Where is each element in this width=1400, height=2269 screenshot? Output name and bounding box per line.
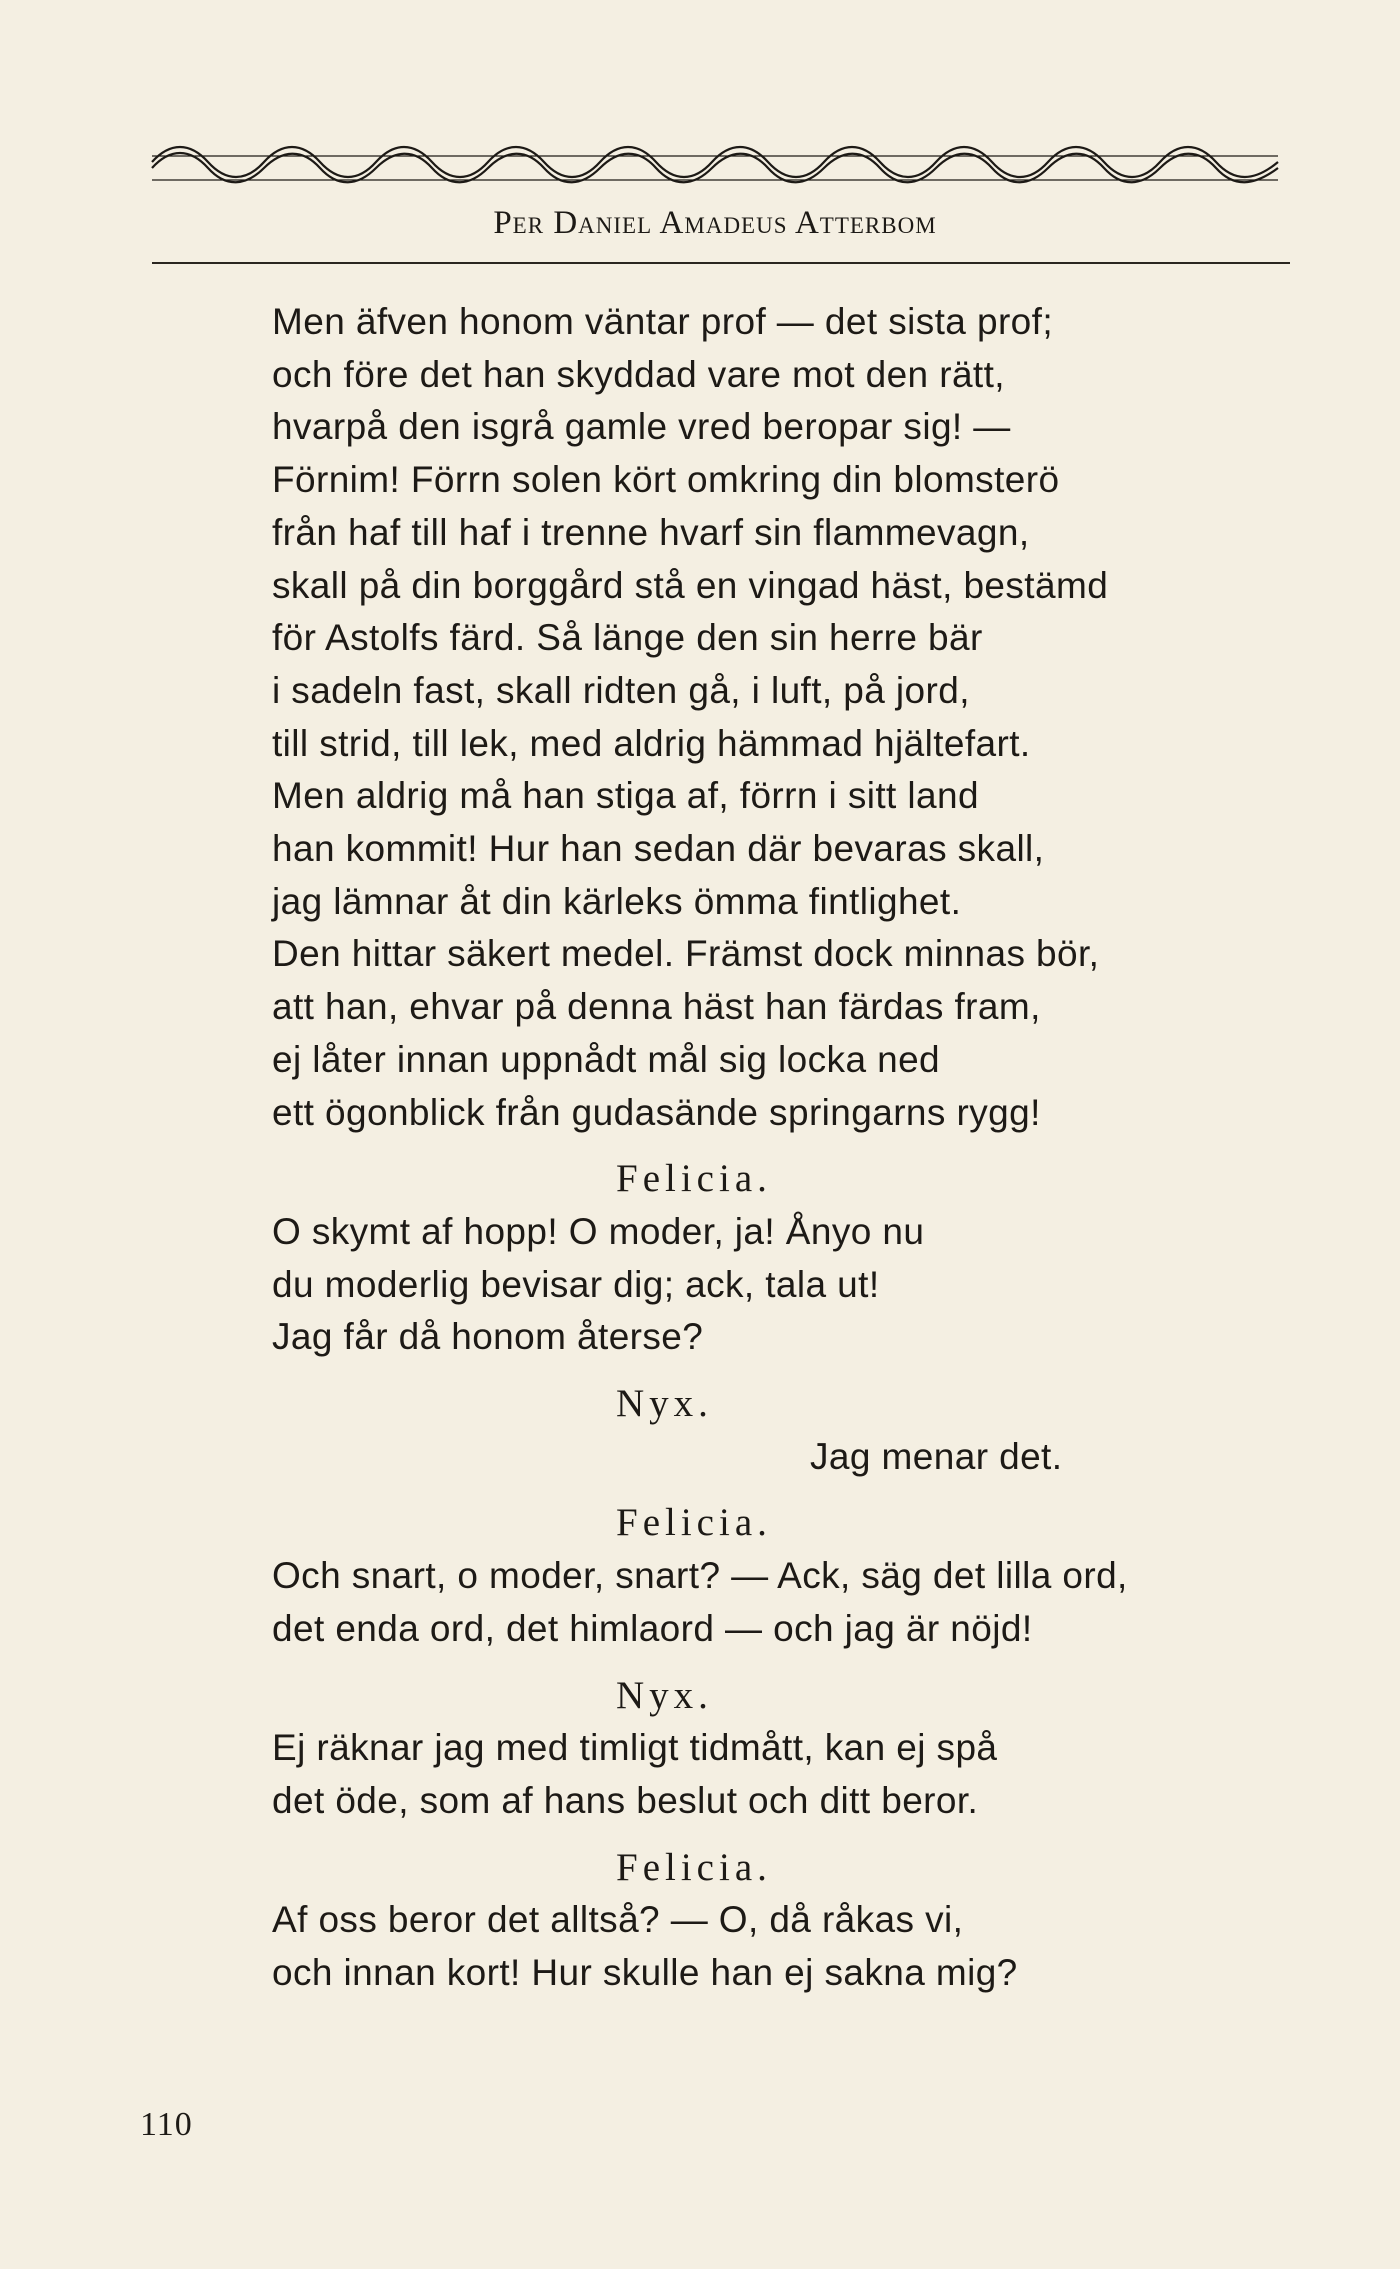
block-gap xyxy=(272,1139,1312,1153)
verse-line: O skymt af hopp! O moder, ja! Ånyo nu xyxy=(272,1210,925,1252)
verse-line: Jag får då honom återse? xyxy=(272,1316,704,1358)
verse-line: det enda ord, det himlaord — och jag är nöjd! xyxy=(272,1607,1033,1649)
wave-scroll-ornament xyxy=(150,138,1280,186)
page-text xyxy=(272,296,1312,2000)
verse-line: Och snart, o moder, snart? — Ack, säg det lilla ord, xyxy=(272,1555,1128,1597)
block-gap xyxy=(272,1656,1312,1670)
verse-line: Förnim! Förrn solen kört omkring din blomsterö xyxy=(272,459,1060,501)
verse-line: skall på din borggård stå en vingad häst, bestämd xyxy=(272,564,1109,606)
verse-line: han kommit! Hur han sedan där bevaras skall, xyxy=(272,828,1045,870)
verse-line: för Astolfs färd. Så länge den sin herre bär xyxy=(272,617,983,659)
verse-line: Men äfven honom väntar prof — det sista prof; xyxy=(272,301,1053,342)
verse-line: och innan kort! Hur skulle han ej sakna mig? xyxy=(272,1952,1018,1994)
speaker-name: Felicia. xyxy=(616,1501,772,1545)
verse-line: hvarpå den isgrå gamle vred beropar sig! — xyxy=(272,406,1011,448)
verse-line: till strid, till lek, med aldrig hämmad hjältefart. xyxy=(272,722,1031,764)
verse-line: Af oss beror det alltså? — O, då råkas vi, xyxy=(272,1899,964,1941)
block-gap xyxy=(272,1828,1312,1842)
verse-line: ej låter innan uppnådt mål sig locka ned xyxy=(272,1038,941,1080)
verse-line: det öde, som af hans beslut och ditt beror. xyxy=(272,1779,979,1821)
verse-line: Jag menar det. xyxy=(810,1435,1063,1477)
verse-line: ett ögonblick från gudasände springarns rygg! xyxy=(272,1091,1041,1133)
verse-line: Men aldrig må han stiga af, förrn i sitt land xyxy=(272,775,979,817)
speaker-name: Felicia. xyxy=(616,1157,772,1201)
verse-line: att han, ehvar på denna häst han färdas fram, xyxy=(272,986,1041,1028)
verse-line: jag lämnar åt din kärleks ömma fintlighet. xyxy=(272,880,962,922)
verse-line: i sadeln fast, skall ridten gå, i luft, på jord, xyxy=(272,669,970,711)
running-head: Per Daniel Amadeus Atterbom xyxy=(493,205,937,241)
block-gap xyxy=(272,1364,1312,1378)
block-gap xyxy=(272,1483,1312,1497)
page-number: 110 xyxy=(140,2106,193,2143)
speaker-name: Nyx. xyxy=(616,1382,713,1426)
verse-line: och före det han skyddad vare mot den rätt, xyxy=(272,353,1005,395)
verse-line: Ej räknar jag med timligt tidmått, kan ej spå xyxy=(272,1727,998,1769)
header-rule xyxy=(152,262,1290,264)
verse-line: du moderlig bevisar dig; ack, tala ut! xyxy=(272,1263,880,1305)
verse-line: från haf till haf i trenne hvarf sin flammevagn, xyxy=(272,511,1030,553)
verse-line: Den hittar säkert medel. Främst dock minnas bör, xyxy=(272,933,1100,975)
speaker-name: Felicia. xyxy=(616,1845,772,1889)
speaker-name: Nyx. xyxy=(616,1673,713,1717)
